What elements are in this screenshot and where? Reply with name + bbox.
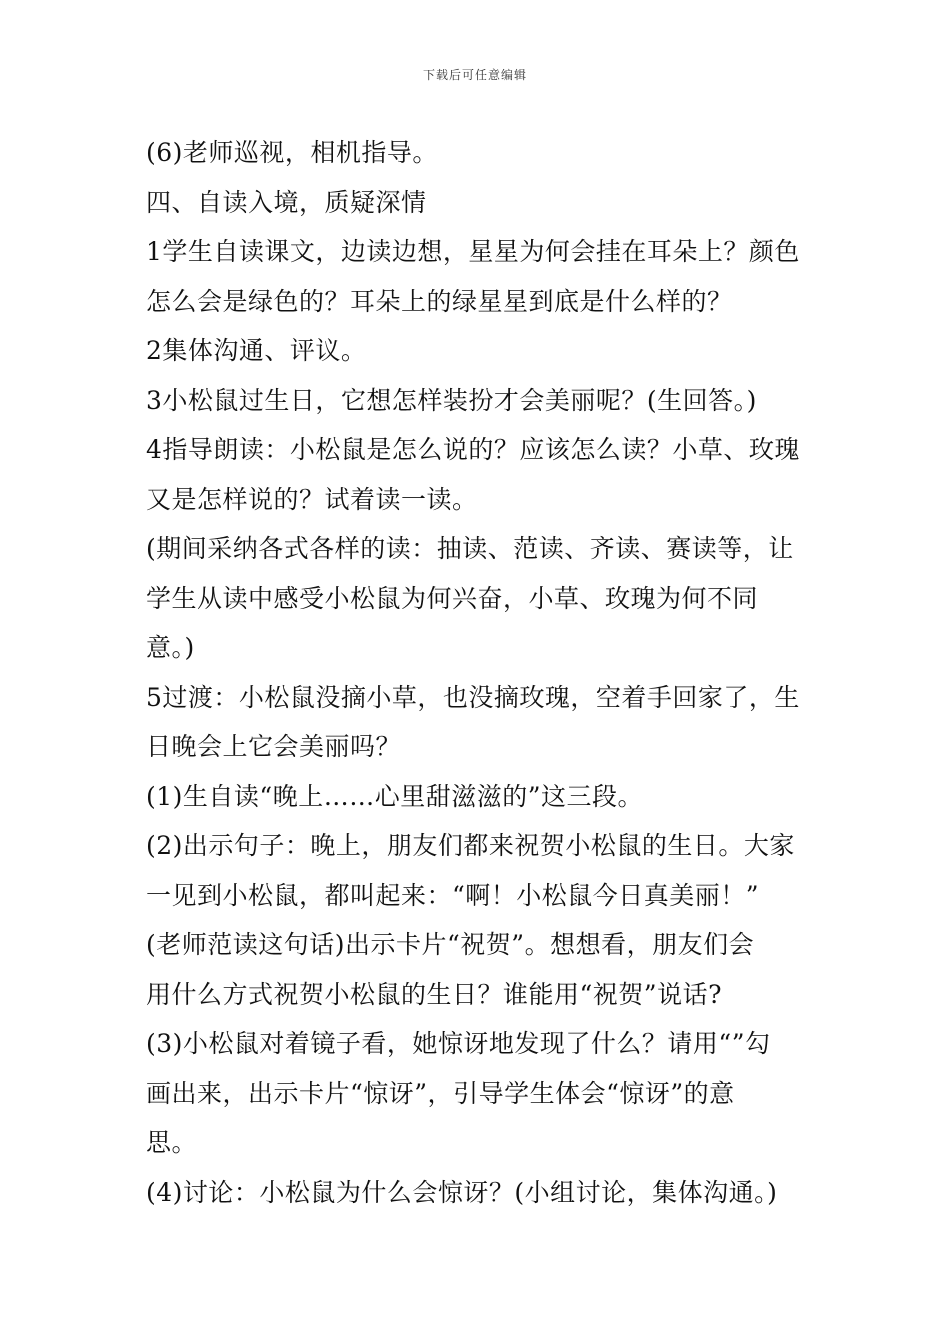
text-line: 5过渡：小松鼠没摘小草，也没摘玫瑰，空着手回家了，生: [146, 682, 800, 712]
text-line: 意。): [146, 633, 195, 662]
text-line: 思。: [146, 1128, 198, 1157]
text-line: 日晚会上它会美丽吗？: [146, 732, 402, 761]
text-line: 又是怎样说的？试着读一读。: [146, 484, 478, 514]
text-line: 2集体沟通、评议。: [146, 336, 367, 365]
text-line: 用什么方式祝贺小松鼠的生日？谁能用“祝贺”说话?: [146, 979, 722, 1009]
text-line: (4)讨论：小松鼠为什么会惊讶？(小组讨论，集体沟通。): [146, 1177, 778, 1207]
text-line: (老师范读这句话)出示卡片“祝贺”。想想看，朋友们会: [146, 930, 755, 959]
text-line: 学生从读中感受小松鼠为何兴奋，小草、玫瑰为何不同: [146, 583, 759, 613]
text-line: (期间采纳各式各样的读：抽读、范读、齐读、赛读等，让: [146, 534, 794, 563]
text-line: 画出来，出示卡片“惊讶”，引导学生体会“惊讶”的意: [146, 1078, 735, 1108]
text-line: 4指导朗读：小松鼠是怎么说的？应该怎么读？小草、玫瑰: [146, 435, 800, 464]
text-line: (2)出示句子：晚上，朋友们都来祝贺小松鼠的生日。大家: [146, 831, 795, 860]
page-header: 下载后可任意编辑: [422, 68, 527, 82]
text-line: 怎么会是绿色的？耳朵上的绿星星到底是什么样的？: [146, 286, 733, 316]
text-line: 一见到小松鼠，都叫起来：“啊！小松鼠今日真美丽！”: [146, 880, 760, 910]
text-line: (6)老师巡视，相机指导。: [146, 138, 438, 167]
text-line: (1)生自读“晚上……心里甜滋滋的”这三段。: [146, 781, 643, 811]
text-line: (3)小松鼠对着镜子看，她惊讶地发现了什么？请用“”勾: [146, 1029, 771, 1058]
text-line: 3小松鼠过生日，它想怎样装扮才会美丽呢？(生回答。): [146, 385, 757, 415]
section-heading: 四、自读入境，质疑深情: [146, 187, 427, 217]
document-body: [146, 128, 816, 1217]
text-line: 1学生自读课文，边读边想，星星为何会挂在耳朵上？颜色: [146, 237, 800, 266]
